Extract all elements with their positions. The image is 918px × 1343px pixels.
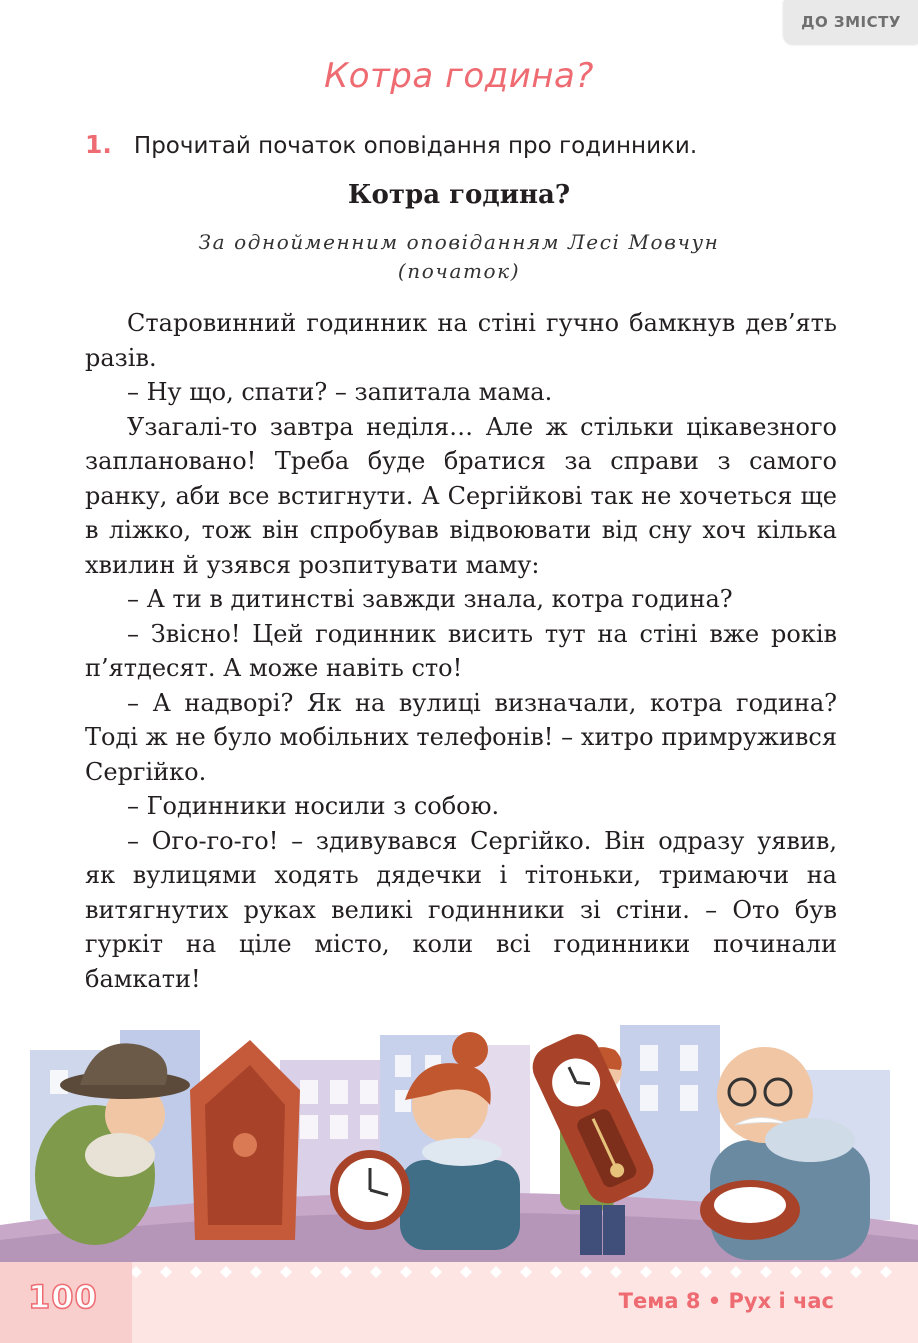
story-paragraph: Старовинний годинник на стіні гучно бамкнув дев’ять разів. [85, 309, 837, 372]
story-paragraph: – Годинники носили з собою. [127, 792, 500, 820]
table-of-contents-button[interactable]: ДО ЗМІСТУ [784, 0, 918, 44]
task-instruction [85, 130, 878, 159]
ornament-border [0, 1262, 918, 1282]
story-paragraph: Узагалі-то завтра неділя… Але ж стільки цікавезного заплановано! Треба буде братися за справи з самого ранку, аби все встигнути. А Сергійкові так не хочеться ще в ліжко, тож він спробував відвоювати від сну хоч кілька хвилин й узявся розпитувати маму: [85, 412, 837, 579]
task-number: 1. [85, 130, 112, 159]
story-paragraph: – А надворі? Як на вулиці визначали, котра година? Тоді ж не було мобільних телефонів! – хитро примружився Сергійко. [85, 688, 837, 786]
story-title: Котра година? [347, 180, 571, 210]
story-paragraph: – Ну що, спати? – запитала мама. [127, 378, 553, 406]
lesson-title: Котра година? [324, 56, 594, 96]
byline-note: (початок) [397, 259, 521, 283]
story-paragraph: – Звісно! Цей годинник висить тут на стіні вже років п’ятдесят. А може навіть сто! [85, 619, 837, 682]
street-clocks-illustration [0, 1010, 918, 1264]
theme-label: Тема 8 • Рух і час [618, 1289, 834, 1313]
story-paragraph: – А ти в дитинстві завжди знала, котра година? [127, 585, 733, 613]
story-text [85, 306, 837, 996]
story-byline [0, 228, 918, 286]
story-paragraph: – Ого-го-го! – здивувався Сергійко. Він одразу уявив, як вулицями ходять дядечки і тітоньки, тримаючи на витягнутих руках великі годинники зі стіни. – Ото був гуркіт на ціле місто, коли всі годинники починали бамкати! [85, 826, 837, 993]
task-text: Прочитай початок оповідання про годинники. [133, 133, 698, 159]
byline-author: За однойменним оповіданням Лесі Мовчун [198, 230, 720, 254]
page-number: 100 [28, 1278, 98, 1316]
